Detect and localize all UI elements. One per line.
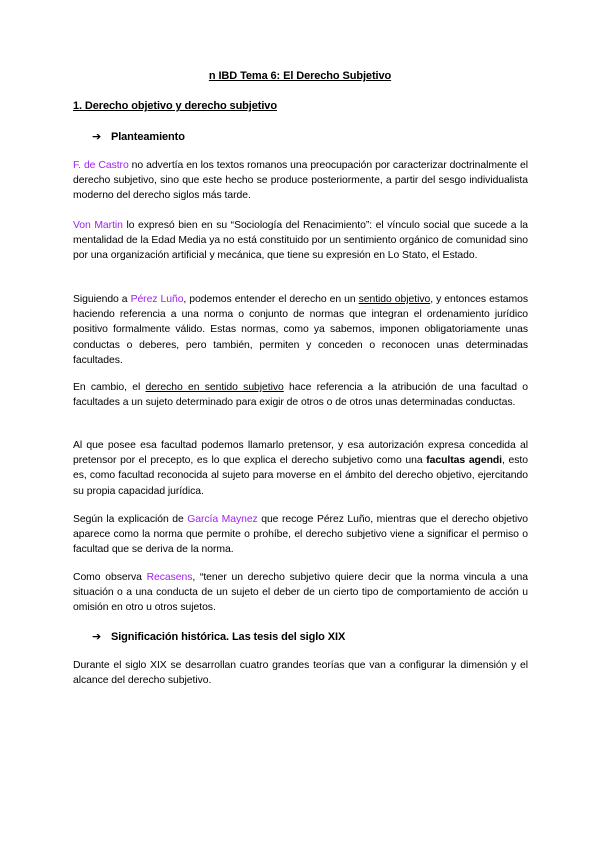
paragraph: Durante el siglo XIX se desarrollan cuatro grandes teorías que van a configurar la dimensión y el alcance del derecho subjetivo.	[73, 660, 528, 687]
paragraph	[73, 570, 528, 616]
author-name: Recasens	[146, 572, 193, 583]
section-heading: 1. Derecho objetivo y derecho subjetivo	[73, 100, 277, 112]
paragraph-text: , “tener un derecho subjetivo quiere decir que la norma vincula a una situación o a una conducta de un sujeto el deber de un cierto tipo de comportamiento de acción u omisión en otro u otros sujetos.	[73, 572, 528, 614]
bold-term: facultas agendi	[426, 455, 503, 467]
paragraph-text: hace referencia a la atribución de una facultad o facultades a un sujeto determinado para exigir de otros o de otros unas determinadas conductas.	[73, 382, 528, 409]
underlined-term: derecho en sentido subjetivo	[145, 382, 284, 393]
subheading-label: Planteamiento	[110, 131, 185, 143]
paragraph-text: , y entonces estamos haciendo referencia a una norma o conjunto de normas que integran el ordenamiento jurídico positivo formalmente válido. Estas normas, como ya sabemos, imponen obligatoriamente unas conductas o deberes, pero también, permiten y conceden o reconocen unas determinadas facultades.	[73, 294, 528, 366]
paragraph-text: En cambio, el	[73, 382, 146, 393]
paragraph	[73, 158, 528, 204]
paragraph-text: , esto es, como facultad reconocida al sujeto para moverse en el ámbito del derecho objetivo, ejercitando su propia capacidad jurídica.	[73, 455, 528, 497]
subheading-planteamiento	[92, 130, 185, 143]
arrow-icon: ➔	[92, 631, 102, 643]
paragraph-text: , podemos entender el derecho en un	[183, 294, 359, 305]
paragraph-text: Siguiendo a	[73, 294, 131, 305]
subheading-significacion	[92, 630, 345, 643]
author-name: F. de Castro	[73, 160, 129, 171]
paragraph-text: lo expresó bien en su “Sociología del Renacimiento”: el vínculo social que sucede a la mentalidad de la Edad Media ya no está constituido por un sentimiento orgánico de comunidad sino por una organización artificial y mecánica, que tiene su expresión en Lo Stato, el Estado.	[73, 220, 528, 262]
paragraph-text: Según la explicación de	[73, 514, 188, 525]
paragraph	[73, 218, 528, 264]
document-title: n IBD Tema 6: El Derecho Subjetivo	[208, 70, 392, 82]
author-name: García Maynez	[187, 514, 258, 525]
underlined-term: sentido objetivo	[358, 294, 431, 305]
subheading-label: Significación histórica. Las tesis del siglo XIX	[110, 631, 346, 643]
paragraph-text: que recoge Pérez Luño, mientras que el derecho objetivo aparece como la norma que permite o prohíbe, el derecho subjetivo viene a significar el permiso o facultad que se deriva de la norma.	[73, 514, 528, 556]
paragraph	[73, 512, 528, 558]
arrow-icon: ➔	[92, 131, 102, 143]
author-name: Von Martin	[73, 220, 123, 231]
paragraph	[73, 292, 528, 368]
paragraph	[73, 380, 528, 410]
paragraph	[73, 438, 528, 499]
paragraph-text: Al que posee esa facultad podemos llamarlo pretensor, y esa autorización expresa concedida al pretensor por el precepto, es lo que explica el derecho subjetivo como una	[73, 440, 528, 467]
paragraph-text: no advertía en los textos romanos una preocupación por caracterizar doctrinalmente el derecho subjetivo, sino que este hecho se produce posteriormente, a partir del sesgo individualista moderno del derecho siglos más tarde.	[73, 160, 528, 202]
author-name: Pérez Luño	[130, 294, 184, 305]
paragraph-text: Como observa	[73, 572, 147, 583]
